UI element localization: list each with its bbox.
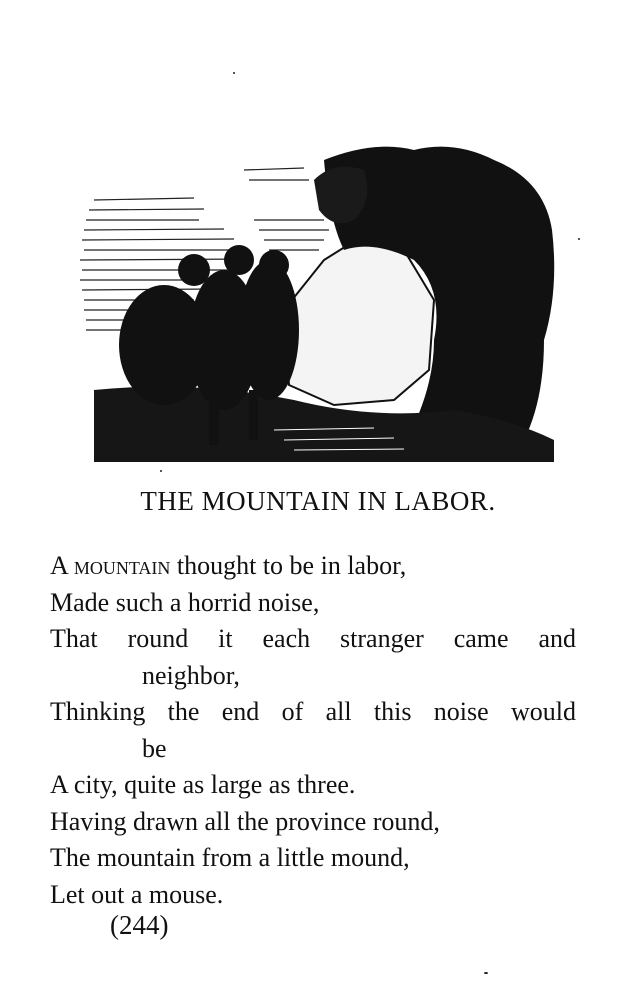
poem-line-1-smallcaps: A mountain xyxy=(50,551,171,580)
poem-word: came xyxy=(453,624,509,653)
mountain-woodcut-illustration xyxy=(74,140,564,462)
poem-body xyxy=(50,548,590,913)
poem-line-5: A city, quite as large as three. xyxy=(50,770,356,799)
poem-word: all xyxy=(325,697,352,726)
poem-line-4-continued: be xyxy=(142,733,167,763)
poem-word: it xyxy=(218,624,233,653)
poem-word: and xyxy=(538,624,576,653)
poem-word: of xyxy=(281,697,304,726)
poem-word: noise xyxy=(433,697,489,726)
poem-line-7: The mountain from a little mound, xyxy=(50,843,410,872)
poem-word: Thinking xyxy=(50,697,146,726)
poem-title: THE MOUNTAIN IN LABOR. xyxy=(140,486,496,516)
poem-word: each xyxy=(262,624,311,653)
rock-face xyxy=(284,235,434,405)
poem-line-3 xyxy=(50,621,576,658)
page-number: (244) xyxy=(110,910,169,940)
poem-line-1-rest: thought to be in labor, xyxy=(170,551,407,580)
poem-line-3-continued: neighbor, xyxy=(142,660,240,690)
poem-word: round xyxy=(127,624,189,653)
poem-word: That xyxy=(50,624,98,653)
paper-speck xyxy=(484,972,488,974)
paper-speck xyxy=(160,470,162,472)
paper-speck xyxy=(578,238,580,240)
poem-line-2: Made such a horrid noise, xyxy=(50,587,320,617)
poem-word: would xyxy=(510,697,576,726)
poem-word: end xyxy=(221,697,260,726)
poem-line-1 xyxy=(50,548,590,585)
poem-word: stranger xyxy=(340,624,424,653)
poem-word: this xyxy=(373,697,412,726)
poem-line-8: Let out a mouse. xyxy=(50,879,224,909)
poem-line-4 xyxy=(50,694,576,731)
poem-word: the xyxy=(167,697,200,726)
paper-speck xyxy=(233,72,235,74)
poem-line-6: Having drawn all the province round, xyxy=(50,806,440,836)
